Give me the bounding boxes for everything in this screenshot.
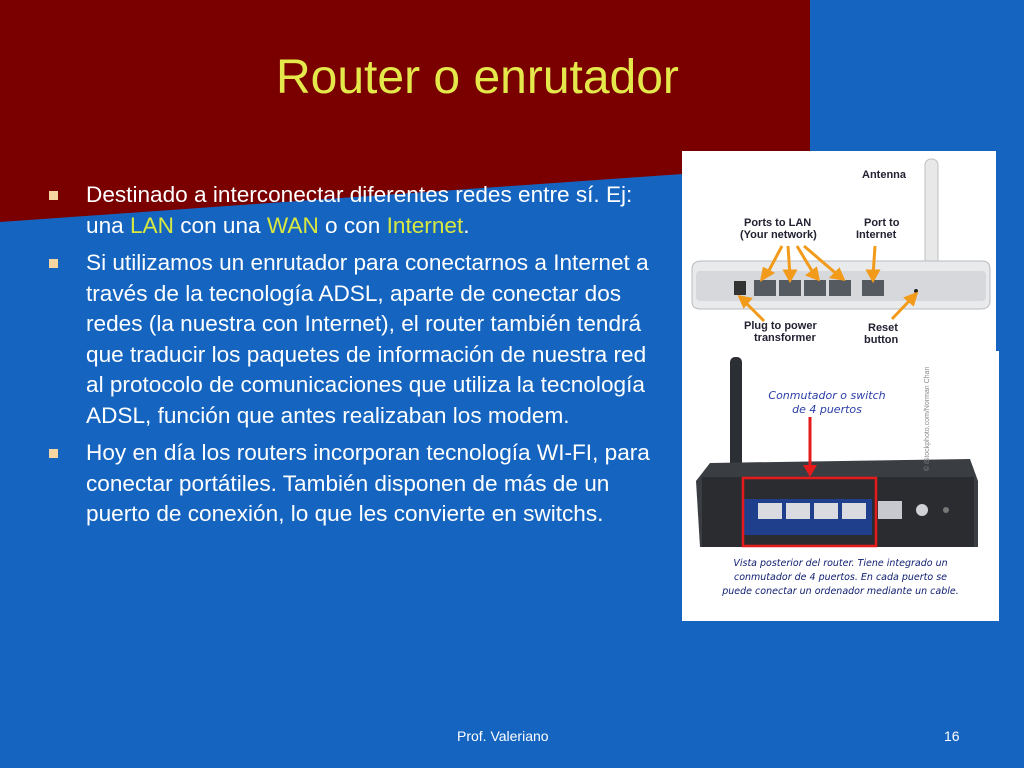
router-ports-illustration xyxy=(682,151,996,351)
bullet-text: o con xyxy=(318,212,387,238)
bullet-text: Si utilizamos un enrutador para conectarnos a Internet a través de la tecnología ADSL, aparte de conectar dos redes (la nuestra con Internet), el router también tendrá que traducir los paquetes de información de nuestra red al protocolo de comunicaciones que utiliza la tecnología ADSL, función que antes realizaban los modem. xyxy=(86,250,649,428)
bullet-square-icon xyxy=(49,449,58,458)
port-internet-label-line2: Internet xyxy=(856,229,897,241)
bullet-square-icon xyxy=(49,191,58,200)
antenna-graphic xyxy=(730,357,742,477)
highlighted-term: Internet xyxy=(386,212,464,238)
highlighted-term: WAN xyxy=(266,212,319,238)
bullet-item xyxy=(47,180,667,241)
lan-port xyxy=(829,280,851,296)
bullet-text: . xyxy=(463,212,470,238)
power-port xyxy=(734,281,746,295)
antenna-label: Antenna xyxy=(862,169,906,181)
lan-port xyxy=(842,503,866,519)
lan-port xyxy=(804,280,826,296)
port-internet-label-line1: Port to xyxy=(864,217,900,229)
switch-annotation-line1: Conmutador o switch xyxy=(768,389,886,402)
plug-label-line1: Plug to power xyxy=(744,320,817,332)
plug-label-line2: transformer xyxy=(754,332,816,344)
switch-annotation-line2: de 4 puertos xyxy=(792,403,862,416)
internet-port xyxy=(878,501,902,519)
reset-hole xyxy=(943,507,949,513)
bullet-text: con una xyxy=(173,212,267,238)
bullet-item xyxy=(47,248,667,431)
highlighted-term: LAN xyxy=(129,212,174,238)
bullet-list xyxy=(47,180,667,537)
lan-port xyxy=(786,503,810,519)
ports-lan-label-line2: (Your network) xyxy=(740,229,817,241)
bullet-text: Hoy en día los routers incorporan tecnología WI-FI, para conectar portátiles. También disponen de más de un puerto de conexión, lo que les convierte en switchs. xyxy=(86,440,650,526)
photo-caption-line3: puede conectar un ordenador mediante un cable. xyxy=(722,586,959,597)
power-port xyxy=(916,504,928,516)
reset-label-line1: Reset xyxy=(868,322,898,334)
router-switch-photo xyxy=(682,351,999,621)
photo-watermark: © iStockphoto.com/Norman Chan xyxy=(924,366,931,471)
slide-title: Router o enrutador xyxy=(276,51,679,104)
lan-port xyxy=(754,280,776,296)
router-ports-photo xyxy=(682,151,996,351)
footer-author: Prof. Valeriano xyxy=(457,728,549,744)
photo-caption-line1: Vista posterior del router. Tiene integrado un xyxy=(733,558,948,569)
footer-page-number: 16 xyxy=(944,728,960,744)
lan-port xyxy=(814,503,838,519)
bullet-square-icon xyxy=(49,259,58,268)
ports-lan-label-line1: Ports to LAN xyxy=(744,217,812,229)
bullet-text: Destinado a interconectar diferentes redes entre sí. Ej: una xyxy=(86,182,633,238)
lan-port xyxy=(758,503,782,519)
reset-label-line2: button xyxy=(864,334,899,346)
bullet-item xyxy=(47,438,667,530)
photo-caption-line2: conmutador de 4 puertos. En cada puerto se xyxy=(733,572,948,583)
